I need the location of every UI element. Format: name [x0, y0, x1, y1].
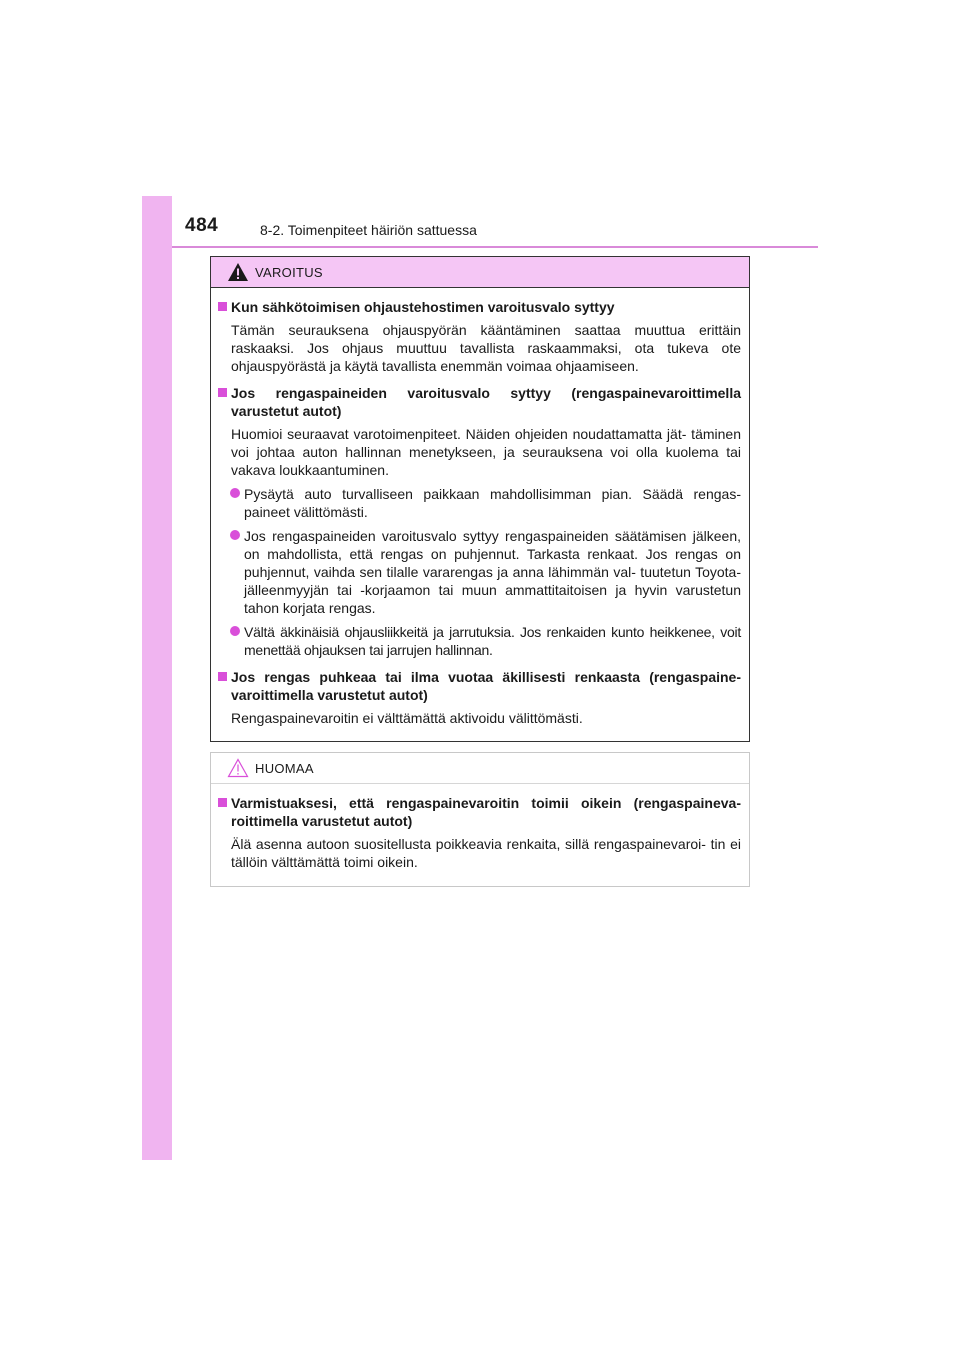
warning-bullet-text: Vältä äkkinäisiä ohjausliikkeitä ja jarrutuksia. Jos renkaiden kunto heikkenee, voit menettää ohjauksen tai jarrujen hallinnan.	[244, 624, 741, 658]
warning-item-title: Jos rengas puhkeaa tai ilma vuotaa äkillisesti renkaasta (rengaspaine- varoittimella varustetut autot)	[231, 669, 741, 703]
warning-box-header	[211, 257, 749, 288]
notice-item-title: Varmistuaksesi, että rengaspainevaroitin toimii oikein (rengaspaineva- roittimella varustetut autot)	[231, 795, 741, 829]
warning-item	[218, 668, 741, 727]
page-number: 484	[185, 215, 219, 236]
notice-box	[210, 752, 750, 887]
warning-item	[218, 298, 741, 375]
chapter-side-tab	[142, 196, 172, 1160]
warning-triangle-icon	[227, 262, 249, 282]
warning-heading: VAROITUS	[255, 265, 323, 280]
warning-bullet	[218, 623, 741, 659]
notice-box-header	[211, 753, 749, 784]
round-bullet-icon	[230, 530, 240, 540]
warning-bullet-text: Pysäytä auto turvalliseen paikkaan mahdollisimman pian. Säädä rengas- paineet välittömästi.	[244, 486, 741, 520]
notice-item	[218, 794, 741, 871]
warning-item-text: Rengaspainevaroitin ei välttämättä aktivoidu välittömästi.	[231, 710, 583, 726]
square-bullet-icon	[218, 672, 227, 681]
caution-triangle-icon	[227, 758, 249, 778]
square-bullet-icon	[218, 302, 227, 311]
notice-heading: HUOMAA	[255, 761, 314, 776]
warning-item-text: Tämän seurauksena ohjauspyörän kääntäminen saattaa muuttua erittäin raskaaksi. Jos ohjaus muuttuu tavallista raskaammaksi, ota tukeva ote ohjauspyörästä ja käytä tavallista enemmän voimaa ohjaamiseen.	[231, 322, 741, 374]
round-bullet-icon	[230, 488, 240, 498]
warning-item-title: Jos rengaspaineiden varoitusvalo syttyy (rengaspainevaroittimella varustetut autot)	[231, 385, 741, 419]
warning-item-title: Kun sähkötoimisen ohjaustehostimen varoitusvalo syttyy	[231, 299, 615, 315]
round-bullet-icon	[230, 626, 240, 636]
page-header	[172, 212, 818, 248]
warning-bullet-text: Jos rengaspaineiden varoitusvalo syttyy rengaspaineiden säätämisen jälkeen, on mahdollista, että rengas on puhjennut. Tarkasta renkaat. Jos rengas on puhjennut, vaihda sen tilalle vararengas ja anna lähimmän val- tuutetun Toyota-jälleenmyyjän tai -korjaamon tai muun ammattitaitoisen ja hyvin varustetun tahon korjata rengas.	[244, 528, 741, 616]
section-title: 8-2. Toimenpiteet häiriön sattuessa	[260, 222, 477, 238]
warning-box	[210, 256, 750, 742]
warning-item	[218, 384, 741, 479]
square-bullet-icon	[218, 798, 227, 807]
warning-bullet	[218, 485, 741, 521]
warning-bullet	[218, 527, 741, 617]
square-bullet-icon	[218, 388, 227, 397]
warning-box-body	[211, 288, 749, 727]
notice-item-text: Älä asenna autoon suositellusta poikkeavia renkaita, sillä rengaspainevaroi- tin ei tällöin välttämättä toimi oikein.	[231, 836, 741, 870]
notice-box-body	[211, 784, 749, 871]
warning-item-text: Huomioi seuraavat varotoimenpiteet. Näiden ohjeiden noudattamatta jät- täminen voi johtaa auton hallinnan menetykseen, ja seurauksena voi olla kuolema tai vakava loukkaantuminen.	[231, 426, 741, 478]
